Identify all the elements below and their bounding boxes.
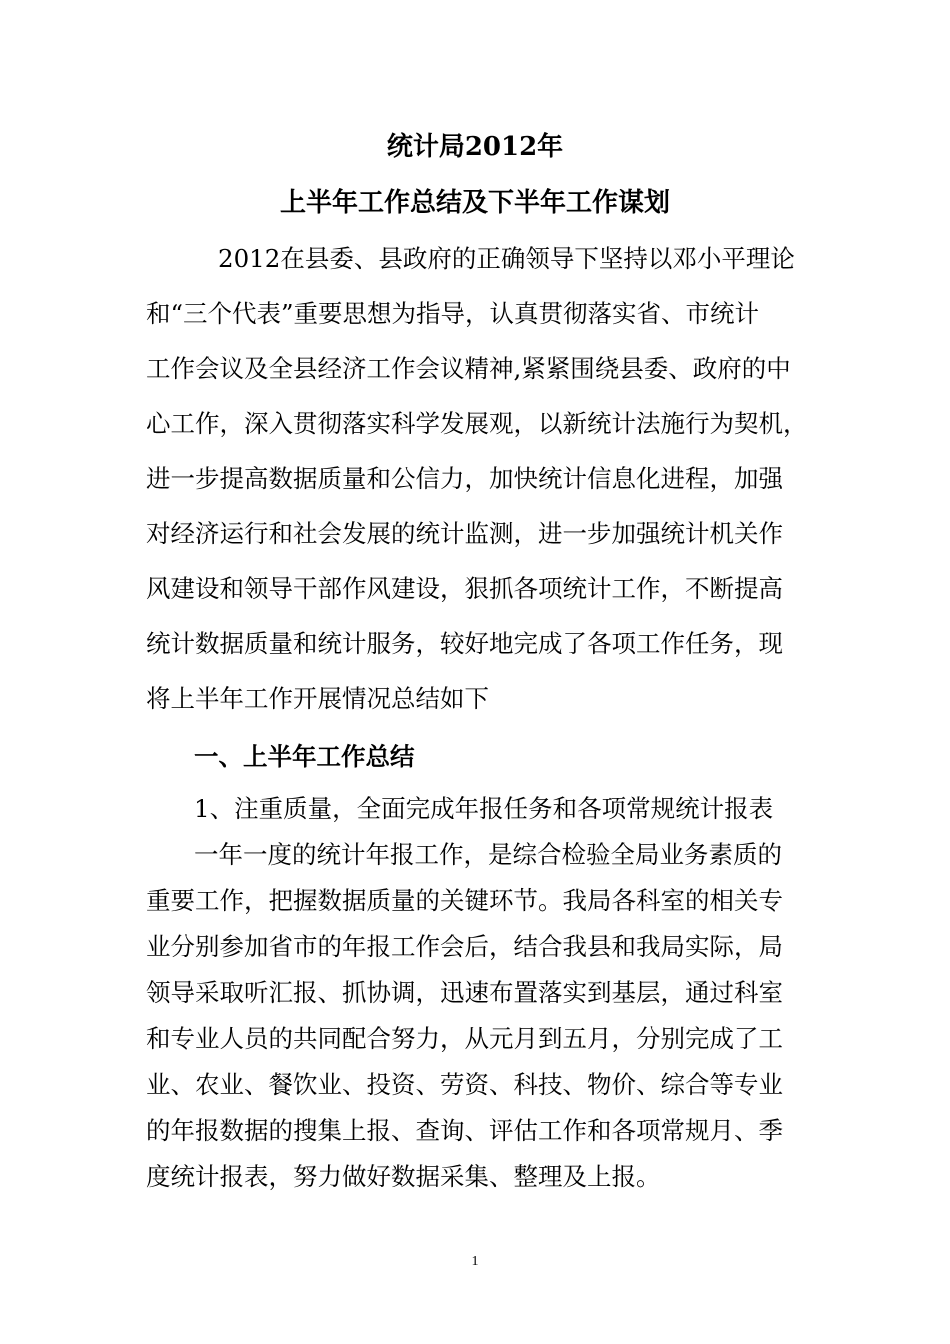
- document-title-line-2: 上半年工作总结及下半年工作谋划: [279, 188, 670, 218]
- paragraph-line: 业分别参加省市的年报工作会后，结合我县和我局实际，局: [146, 932, 783, 961]
- subsection-heading: 1、注重质量，全面完成年报任务和各项常规统计报表: [194, 794, 774, 823]
- paragraph-line: 进一步提高数据质量和公信力，加快统计信息化进程，加强: [146, 464, 783, 493]
- paragraph-line: 一年一度的统计年报工作，是综合检验全局业务素质的: [194, 840, 782, 869]
- paragraph-line: 度统计报表，努力做好数据采集、整理及上报。: [146, 1162, 661, 1191]
- page-number: 1: [471, 1254, 479, 1269]
- paragraph-line: 风建设和领导干部作风建设，狠抓各项统计工作，不断提高: [146, 574, 783, 603]
- paragraph-line: 对经济运行和社会发展的统计监测，进一步加强统计机关作: [146, 519, 783, 548]
- paragraph-line: 重要工作，把握数据质量的关键环节。我局各科室的相关专: [146, 886, 783, 915]
- paragraph-line: 2012在县委、县政府的正确领导下坚持以邓小平理论: [218, 244, 795, 273]
- paragraph-line: 和专业人员的共同配合努力，从元月到五月，分别完成了工: [146, 1024, 783, 1053]
- paragraph-line: 心工作，深入贯彻落实科学发展观，以新统计法施行为契机，: [146, 409, 808, 438]
- document-title-line-1: 统计局2012年: [386, 132, 564, 162]
- paragraph-line: 业、农业、餐饮业、投资、劳资、科技、物价、综合等专业: [146, 1070, 783, 1099]
- paragraph-line: 将上半年工作开展情况总结如下: [146, 684, 489, 713]
- paragraph-line: 和“三个代表”重要思想为指导，认真贯彻落实省、市统计: [146, 299, 760, 328]
- section-heading: 一、上半年工作总结: [194, 742, 415, 771]
- paragraph-line: 的年报数据的搜集上报、查询、评估工作和各项常规月、季: [146, 1116, 783, 1145]
- paragraph-line: 统计数据质量和统计服务，较好地完成了各项工作任务，现: [146, 629, 783, 658]
- paragraph-line: 工作会议及全县经济工作会议精神,紧紧围绕县委、政府的中: [146, 354, 791, 383]
- paragraph-line: 领导采取听汇报、抓协调，迅速布置落实到基层，通过科室: [146, 978, 783, 1007]
